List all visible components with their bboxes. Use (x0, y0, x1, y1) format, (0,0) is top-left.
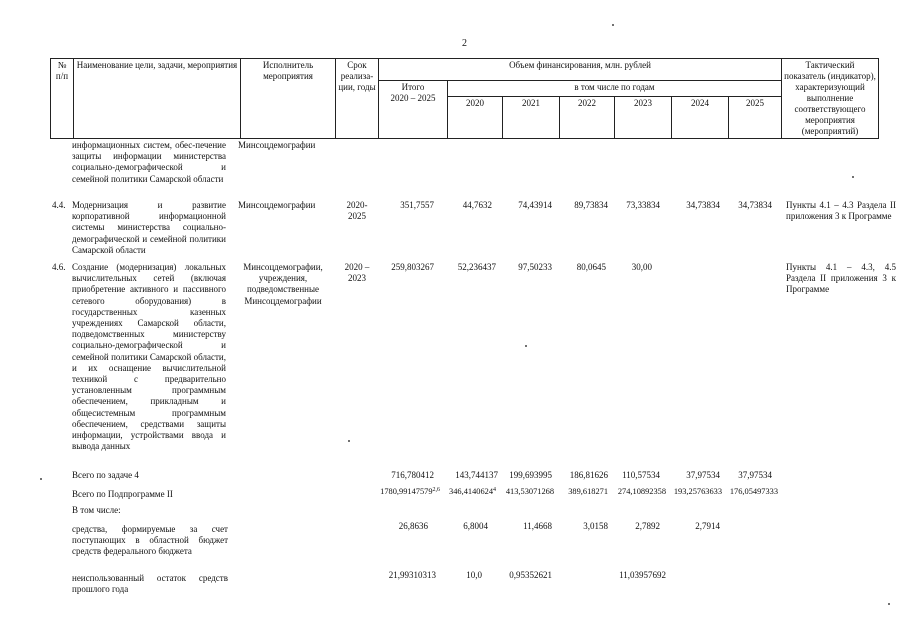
row-4-4-executor: Минсоцдемографии (238, 200, 316, 210)
row-4-4-2020: 44,7632 (462, 200, 492, 210)
sub2-2021: 413,53071268 (505, 487, 554, 496)
row-4-6-2022: 80,0645 (576, 262, 606, 272)
row-4-4-2021: 74,43914 (518, 200, 552, 210)
sub2-2024: 193,25763633 (673, 487, 722, 496)
row-4-6-total: 259,803267 (391, 262, 434, 272)
task4-2025: 37,97534 (738, 470, 772, 480)
sub2-2023: 274,10892358 (617, 487, 666, 496)
header-by-years: в том числе по годам (448, 81, 782, 97)
row-4-4-indicator: Пункты 4.1 – 4.3 Раздела II приложения 3 к Программе (786, 200, 896, 222)
task4-total: 716,780412 (391, 470, 434, 480)
sub2-2022: 389,618271 (568, 487, 608, 496)
scan-speck (40, 478, 42, 480)
sub2-2025: 176,05497333 (729, 487, 778, 496)
fed-2020: 6,8004 (463, 521, 488, 531)
row-4-6-indicator: Пункты 4.1 – 4.3, 4.5 Раздела II приложения 3 к Программе (786, 262, 896, 295)
header-executor: Исполнитель мероприятия (241, 59, 336, 139)
row-4-4-2025: 34,73834 (738, 200, 772, 210)
fed-label: средства, формируемые за счет поступающих в областной бюджет средств федерального бюджета (72, 524, 228, 557)
rest-2020: 10,0 (466, 570, 482, 580)
header-year-2020: 2020 (448, 97, 503, 139)
rest-label: неиспользованный остаток средств прошлого года (72, 573, 228, 595)
fed-2023: 2,7892 (635, 521, 660, 531)
header-term: Срок реализа-ции, годы (336, 59, 379, 139)
fed-2024: 2,7914 (695, 521, 720, 531)
sub2-total: 1780,99147579$^{2,6}$ (380, 487, 440, 496)
cont-name: информационных систем, обес-печение защиты информации министерства социально-демографической и семейной политики Самарской области (72, 140, 226, 184)
sub2-2020: 346,4140624$^4$ (449, 487, 496, 496)
row-4-6-2020: 52,236437 (457, 262, 496, 272)
header-year-2023: 2023 (615, 97, 672, 139)
task4-2023: 110,57534 (622, 470, 660, 480)
row-4-6-2023: 30,00 (631, 262, 652, 272)
fed-total: 26,8636 (398, 521, 428, 531)
header-year-2025: 2025 (729, 97, 782, 139)
including-label: В том числе: (72, 505, 121, 515)
task4-2021: 199,693995 (509, 470, 552, 480)
row-4-4-term: 2020- 2025 (346, 200, 368, 222)
header-num: № п/п (51, 59, 74, 139)
row-4-4-num: 4.4. (52, 200, 66, 210)
scan-speck (348, 440, 350, 442)
task4-2020: 143,744137 (455, 470, 498, 480)
row-4-4-2024: 34,73834 (686, 200, 720, 210)
header-name: Наименование цели, задачи, мероприятия (74, 59, 241, 139)
rest-2023: 11,03957692 (619, 570, 666, 580)
sub2-label: Всего по Подпрограмме II (72, 489, 173, 499)
rest-total: 21,99310313 (388, 570, 436, 580)
header-year-2024: 2024 (672, 97, 729, 139)
task4-2022: 186,81626 (569, 470, 608, 480)
row-4-6-executor: Минсоцдемографии, учреждения, подведомственные Минсоцдемографии (243, 262, 323, 306)
fed-2021: 11,4668 (523, 521, 552, 531)
row-4-4-2023: 73,33834 (626, 200, 660, 210)
row-4-6-num: 4.6. (52, 262, 66, 272)
header-funding: Объем финансирования, млн. рублей (379, 59, 782, 81)
header-year-2022: 2022 (560, 97, 615, 139)
row-4-4-name: Модернизация и развитие корпоративной информационной системы министерства социально-демографической и семейной политики Самарской области (72, 200, 226, 255)
cont-executor: Минсоцдемографии (238, 140, 316, 150)
header-total: Итого 2020 – 2025 (379, 81, 448, 139)
row-4-6-2021: 97,50233 (518, 262, 552, 272)
task4-2024: 37,97534 (686, 470, 720, 480)
row-4-6-term: 2020 – 2023 (344, 262, 370, 284)
task4-label: Всего по задаче 4 (72, 470, 139, 480)
header-year-2021: 2021 (503, 97, 560, 139)
row-4-4-2022: 89,73834 (574, 200, 608, 210)
page-number: 2 (462, 38, 467, 49)
rest-2021: 0,95352621 (509, 570, 552, 580)
fed-2022: 3,0158 (583, 521, 608, 531)
table-header (50, 58, 879, 139)
row-4-6-name: Создание (модернизация) локальных вычислительных сетей (включая приобретение активного и пассивного сетевого оборудования) в государственных казенных учреждениях Самарской области, подведомственных министерству социально-демографической и семейной политики Самарской области, и их оснащение вычислительной техникой с предварительно установленным программным обеспечением, прикладным и общесистемным программным обеспечением, средствами защиты информации, устройствами ввода и вывода данных (72, 262, 226, 452)
header-indicator: Тактический показатель (индикатор), характеризующий выполнение соответствующего мероприятия (мероприятий) (782, 59, 879, 139)
scan-speck (888, 603, 890, 605)
scan-speck (852, 176, 854, 178)
scan-speck (612, 24, 614, 26)
scan-speck (525, 345, 527, 347)
row-4-4-total: 351,7557 (400, 200, 434, 210)
